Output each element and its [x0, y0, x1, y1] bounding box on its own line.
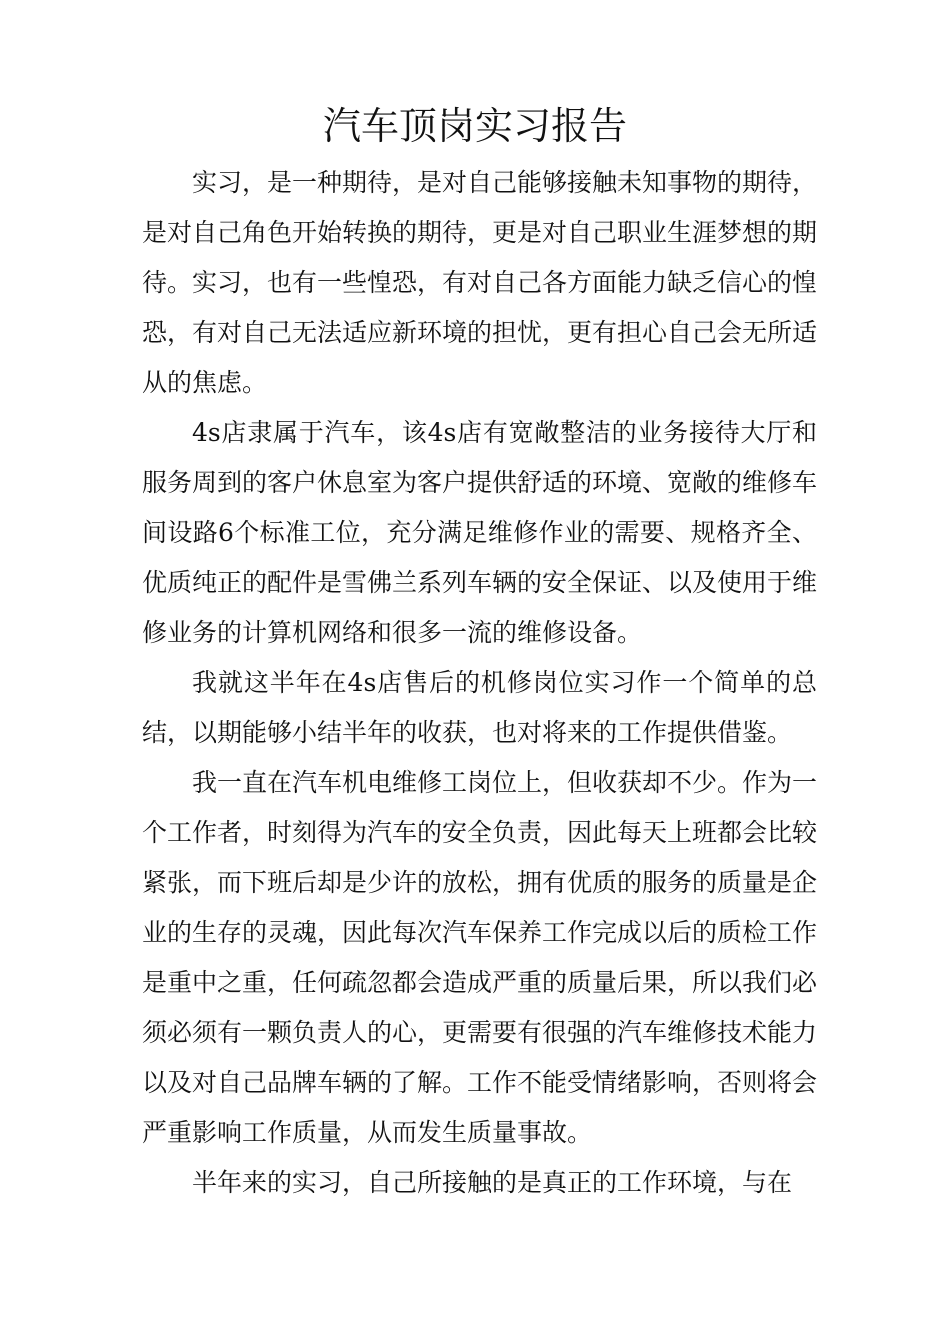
paragraph-dealership: 4s店隶属于汽车，该4s店有宽敞整洁的业务接待大厅和服务周到的客户休息室为客户提供舒适的环境、宽敞的维修车间设路6个标准工位，充分满足维修作业的需要、规格齐全、优质纯正的配件是雪佛兰系列车辆的安全保证、以及使用于维修业务的计算机网络和很多一流的维修设备。 [142, 418, 818, 647]
paragraph-experience: 我一直在汽车机电维修工岗位上，但收获却不少。作为一个工作者，时刻得为汽车的安全负责，因此每天上班都会比较紧张，而下班后却是少许的放松，拥有优质的服务的质量是企业的生存的灵魂，因此每次汽车保养工作完成以后的质检工作是重中之重，任何疏忽都会造成严重的质量后果，所以我们必须必须有一颗负责人的心，更需要有很强的汽车维修技术能力以及对自己品牌车辆的了解。工作不能受情绪影响，否则将会严重影响工作质量，从而发生质量事故。 [142, 768, 818, 1147]
paragraph-continued: 半年来的实习，自己所接触的是真正的工作环境，与在 [192, 1168, 793, 1197]
paragraph-intro: 实习，是一种期待，是对自己能够接触未知事物的期待，是对自己角色开始转换的期待，更是对自己职业生涯梦想的期待。实习，也有一些惶恐，有对自己各方面能力缺乏信心的惶恐，有对自己无法适应新环境的担忧，更有担心自己会无所适从的焦虑。 [142, 168, 818, 397]
document-body [142, 158, 817, 1208]
paragraph-summary: 我就这半年在4s店售后的机修岗位实习作一个简单的总结，以期能够小结半年的收获，也对将来的工作提供借鉴。 [142, 668, 817, 747]
document-title: 汽车顶岗实习报告 [322, 104, 627, 148]
